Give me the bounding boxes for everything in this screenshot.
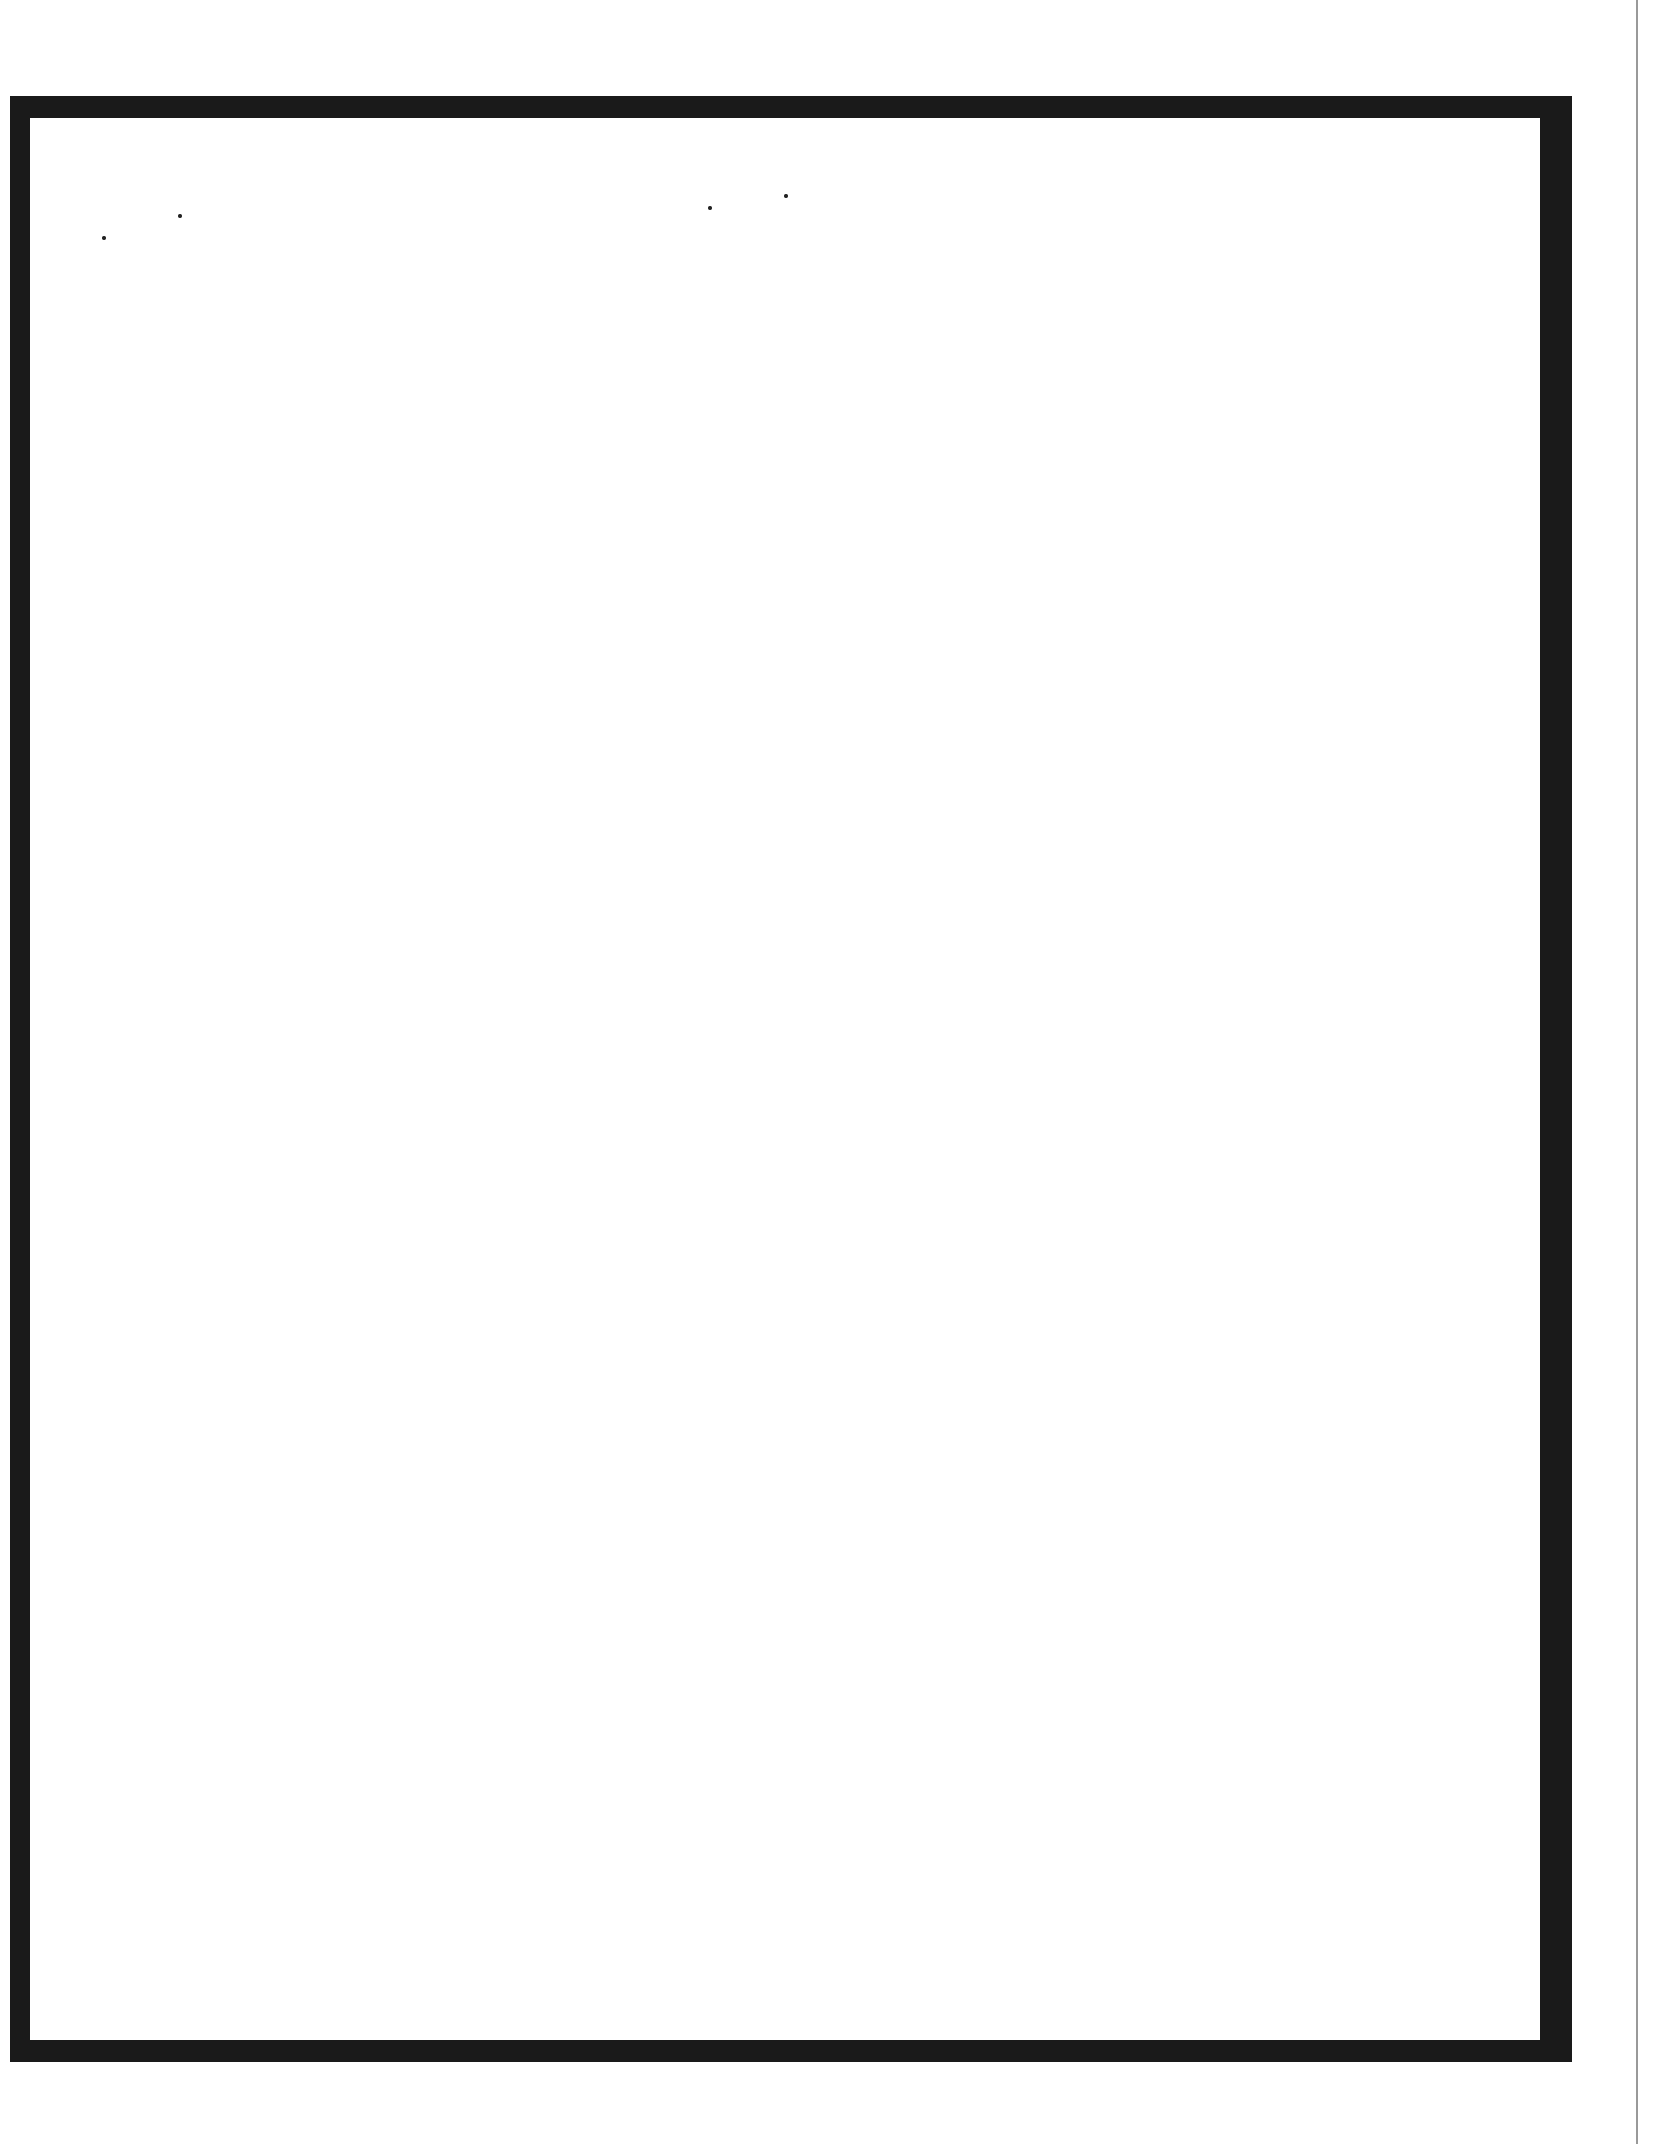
scan-speck [708,206,712,210]
scan-border [10,96,1572,2062]
scan-speck [784,194,788,198]
scan-speck [178,214,182,218]
scan-speck [102,236,106,240]
page-edge-line [1636,0,1638,2144]
